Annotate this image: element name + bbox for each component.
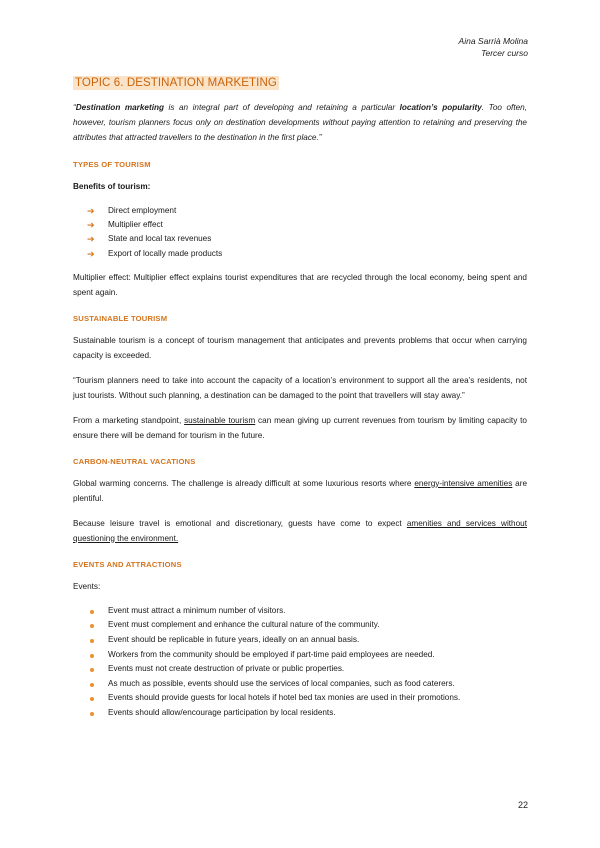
list-item: Workers from the community should be employed if part-time paid employees are needed. bbox=[87, 648, 527, 663]
multiplier-paragraph: Multiplier effect: Multiplier effect explains tourist expenditures that are recycled through the local economy, being spent and spent again. bbox=[73, 272, 527, 297]
arrow-icon: ➔ bbox=[87, 220, 95, 231]
bullet-icon bbox=[90, 683, 94, 687]
list-item: ➔ Direct employment bbox=[87, 204, 527, 218]
sustainable-paragraph-3: From a marketing standpoint, sustainable tourism can mean giving up current revenues from tourism by limiting capacity to ensure there will be demand for tourism in the future. bbox=[73, 415, 527, 440]
list-item: ➔ Export of locally made products bbox=[87, 247, 527, 261]
arrow-icon: ➔ bbox=[87, 234, 95, 245]
events-label: Events: bbox=[73, 581, 101, 591]
topic-title: TOPIC 6. DESTINATION MARKETING bbox=[75, 77, 277, 89]
section-heading-sustainable: SUSTAINABLE TOURISM bbox=[73, 313, 168, 323]
list-item: ➔ State and local tax revenues bbox=[87, 232, 527, 246]
bullet-icon bbox=[90, 712, 94, 716]
list-item: ➔ Multiplier effect bbox=[87, 218, 527, 232]
bullet-icon bbox=[90, 624, 94, 628]
list-item: Events should provide guests for local hotels if hotel bed tax monies are used in their promotions. bbox=[87, 691, 527, 706]
bullet-icon bbox=[90, 654, 94, 658]
list-item: Event should be replicable in future years, ideally on an annual basis. bbox=[87, 633, 527, 648]
benefits-list bbox=[73, 204, 527, 261]
list-item: Event must complement and enhance the cultural nature of the community. bbox=[87, 618, 527, 633]
arrow-icon: ➔ bbox=[87, 248, 95, 259]
underlined-term: sustainable tourism bbox=[184, 415, 256, 425]
list-item: Events should allow/encourage participation by local residents. bbox=[87, 706, 527, 721]
page-header bbox=[459, 35, 528, 59]
section-heading-carbon: CARBON-NEUTRAL VACATIONS bbox=[73, 456, 196, 466]
list-item: Events must not create destruction of private or public properties. bbox=[87, 662, 527, 677]
underlined-term: amenities and services without questioning the environment. bbox=[73, 518, 527, 543]
bullet-icon bbox=[90, 697, 94, 701]
sustainable-paragraph-2: “Tourism planners need to take into account the capacity of a location’s environment to support all the area’s residents, not just tourists. Without such planning, a destination can be damaged to the point that travellers will stay away.” bbox=[73, 375, 527, 400]
page-number: 22 bbox=[517, 800, 528, 810]
section-heading-types: TYPES OF TOURISM bbox=[73, 160, 151, 169]
carbon-paragraph-2: Because leisure travel is emotional and discretionary, guests have come to expect amenities and services without questioning the environment. bbox=[73, 518, 527, 543]
course-name: Tercer curso bbox=[481, 48, 528, 58]
section-heading-events: EVENTS AND ATTRACTIONS bbox=[73, 559, 182, 569]
arrow-icon: ➔ bbox=[87, 206, 95, 216]
bullet-icon bbox=[90, 610, 94, 614]
benefits-label: Benefits of tourism: bbox=[73, 182, 151, 191]
carbon-paragraph-1: Global warming concerns. The challenge is already difficult at some luxurious resorts where energy-intensive amenities are plentiful. bbox=[73, 478, 528, 503]
author-name: Aina Sarrià Molina bbox=[458, 36, 528, 46]
list-item: As much as possible, events should use the services of local companies, such as food caterers. bbox=[87, 677, 527, 692]
events-list bbox=[73, 604, 527, 721]
sustainable-paragraph-1: Sustainable tourism is a concept of tourism management that anticipates and prevents problems that occur when carrying capacity is exceeded. bbox=[73, 335, 527, 360]
intro-quote: “Destination marketing is an integral part of developing and retaining a particular location’s popularity. Too often, however, tourism planners focus only on destination developments without paying attention to retaining and preserving the attributes that attracted travellers to the destination in the first place.” bbox=[73, 103, 527, 142]
bullet-icon bbox=[90, 668, 94, 672]
underlined-term: energy-intensive amenities bbox=[414, 478, 513, 488]
bullet-icon bbox=[90, 639, 94, 643]
page-content bbox=[73, 73, 527, 721]
list-item: Event must attract a minimum number of visitors. bbox=[87, 604, 527, 619]
